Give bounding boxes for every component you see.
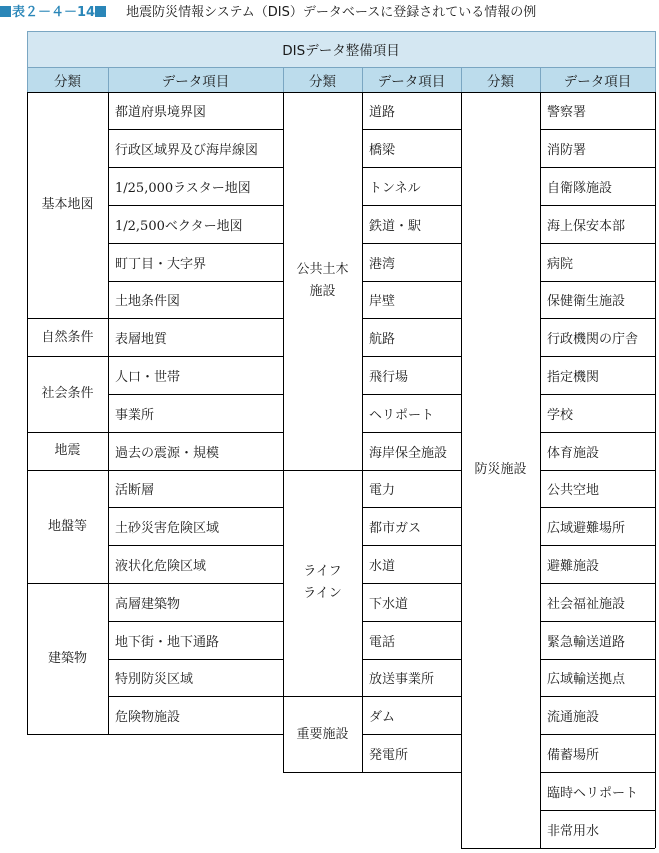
data-item: 体育施設 <box>547 445 600 461</box>
data-item: 海岸保全施設 <box>369 445 448 461</box>
header-divider <box>283 67 284 92</box>
data-item: 特別防災区域 <box>115 672 194 688</box>
data-item: 都市ガス <box>369 521 422 537</box>
row-line <box>108 734 283 735</box>
column-line <box>108 92 109 735</box>
category-label: 地盤等 <box>47 518 87 534</box>
column-line <box>540 92 541 848</box>
data-item: 土地条件図 <box>115 294 181 310</box>
column-line <box>655 92 656 848</box>
data-item: 発電所 <box>369 747 409 763</box>
data-item: 公共空地 <box>547 483 600 499</box>
caption-label: 表２－４－14 <box>12 5 96 20</box>
data-item: 1/2,500ベクター地図 <box>115 218 243 234</box>
data-item: 海上保安本部 <box>547 218 626 234</box>
frame-line <box>655 31 656 92</box>
data-item: 事業所 <box>115 407 155 423</box>
frame-line <box>27 67 655 68</box>
data-item: 鉄道・駅 <box>369 218 422 234</box>
column-line <box>27 92 28 735</box>
category-label: 社会条件 <box>41 386 94 402</box>
column-line <box>461 92 462 848</box>
data-item: 電力 <box>369 483 396 499</box>
data-item: 学校 <box>547 407 574 423</box>
data-item: 液状化危険区域 <box>115 558 207 574</box>
category-label: 建築物 <box>47 650 87 666</box>
header-divider <box>108 67 109 92</box>
data-item: 広域避難場所 <box>547 521 626 537</box>
category-label: 防災施設 <box>474 462 527 477</box>
column-header: データ項目 <box>161 73 230 90</box>
data-item: 行政区域界及び海岸線図 <box>115 143 259 159</box>
category-label: 公共土木 施設 <box>296 262 349 299</box>
data-item: 地下街・地下通路 <box>115 634 220 650</box>
column-header: データ項目 <box>377 73 446 90</box>
data-item: 消防署 <box>547 143 587 159</box>
data-item: 表層地質 <box>115 332 168 348</box>
data-item: 港湾 <box>369 256 396 272</box>
caption-marker-icon <box>95 6 106 17</box>
data-item: 飛行場 <box>369 369 409 385</box>
data-item: 危険物施設 <box>115 710 181 726</box>
data-item: 水道 <box>369 558 396 574</box>
data-item: 非常用水 <box>547 823 600 839</box>
data-item: 都道府県境界図 <box>115 105 207 121</box>
data-item: 広域輸送拠点 <box>547 672 626 688</box>
table-title: DISデータ整備項目 <box>282 43 400 59</box>
category-label: ライフ ライン <box>303 564 342 602</box>
data-item: 緊急輸送道路 <box>547 634 626 650</box>
header-divider <box>461 67 462 92</box>
data-item: 警察署 <box>547 105 587 121</box>
data-item: 土砂災害危険区域 <box>115 521 220 537</box>
group-line <box>283 772 362 773</box>
data-item: 町丁目・大字界 <box>115 256 207 272</box>
data-item: 岸壁 <box>369 294 396 310</box>
data-item: 社会福祉施設 <box>547 596 626 612</box>
data-item: 指定機関 <box>547 369 600 385</box>
category-label: 重要施設 <box>296 726 349 742</box>
row-line <box>540 848 655 849</box>
data-item: ヘリポート <box>369 407 435 423</box>
caption-title: 地震防災情報システム（DIS）データベースに登録されている情報の例 <box>126 5 537 20</box>
data-item: 1/25,000ラスター地図 <box>115 180 251 196</box>
frame-line <box>27 31 655 32</box>
group-line <box>461 848 540 849</box>
data-item: 高層建築物 <box>115 596 181 612</box>
column-line <box>283 92 284 772</box>
data-item: 道路 <box>369 105 396 121</box>
column-header: データ項目 <box>563 73 632 90</box>
data-item: 橋梁 <box>369 143 396 159</box>
caption-marker-icon <box>0 6 11 17</box>
category-label: 自然条件 <box>41 329 94 345</box>
data-item: 放送事業所 <box>369 672 435 688</box>
data-item: 電話 <box>369 634 396 650</box>
category-label: 基本地図 <box>41 197 94 213</box>
row-line <box>362 772 461 773</box>
data-item: 備蓄場所 <box>547 747 600 763</box>
data-item: 臨時ヘリポート <box>547 785 639 801</box>
data-item: 自衛隊施設 <box>547 180 613 196</box>
data-item: 保健衛生施設 <box>547 294 626 310</box>
data-item: 人口・世帯 <box>115 369 181 385</box>
header-divider <box>540 67 541 92</box>
group-line <box>27 734 108 735</box>
header-divider <box>362 67 363 92</box>
table-caption <box>0 0 659 26</box>
data-item: 避難施設 <box>547 558 600 574</box>
data-item: トンネル <box>369 180 421 196</box>
data-item: ダム <box>369 710 396 726</box>
data-item: 病院 <box>547 256 574 272</box>
data-item: 流通施設 <box>547 710 600 726</box>
data-item: 活断層 <box>115 483 155 499</box>
category-label: 地震 <box>54 443 81 459</box>
data-item: 過去の震源・規模 <box>115 445 220 461</box>
column-header: 分類 <box>487 73 514 90</box>
column-line <box>362 92 363 772</box>
data-item: 航路 <box>369 332 396 348</box>
frame-line <box>27 31 28 92</box>
column-header: 分類 <box>54 73 81 90</box>
data-item: 行政機関の庁舎 <box>547 332 639 348</box>
column-header: 分類 <box>309 73 336 90</box>
data-item: 下水道 <box>369 596 409 612</box>
